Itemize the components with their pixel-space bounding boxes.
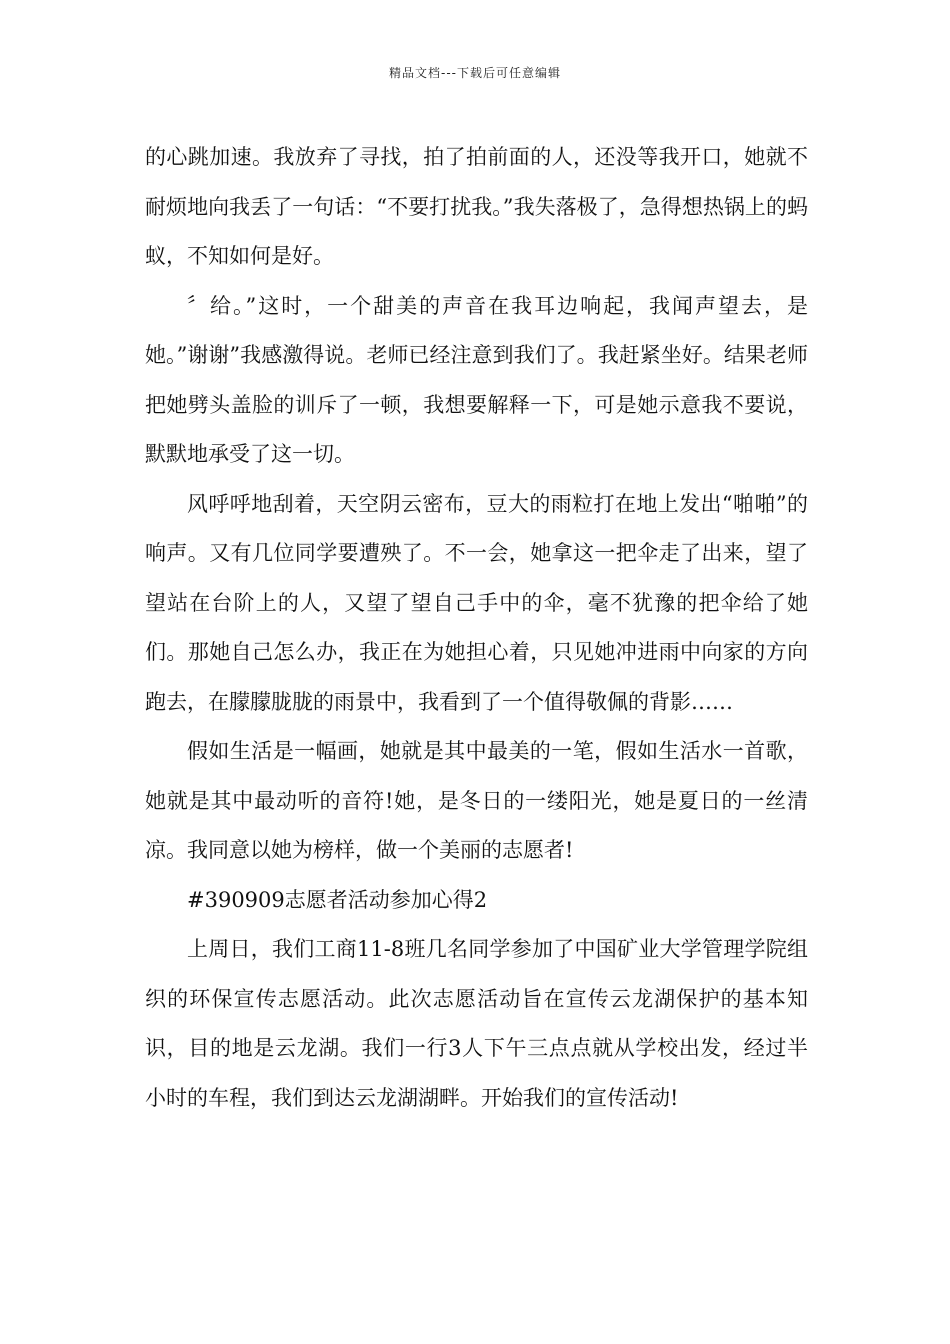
document-body	[145, 133, 808, 1123]
paragraph-5: 上周日，我们工商11-8班几名同学参加了中国矿业大学管理学院组织的环保宣传志愿活动。此次志愿活动旨在宣传云龙湖保护的基本知识，目的地是云龙湖。我们一行3人下午三点点就从学校出发，经过半小时的车程，我们到达云龙湖湖畔。开始我们的宣传活动!	[145, 937, 808, 1110]
section-heading: #390909志愿者活动参加心得2	[187, 887, 488, 912]
paragraph-2: 〞给。”这时，一个甜美的声音在我耳边响起，我闻声望去，是她。”谢谢”我感激得说。老师已经注意到我们了。我赶紧坐好。结果老师把她劈头盖脸的训斥了一顿，我想要解释一下，可是她示意我不要说，默默地承受了这一切。	[145, 293, 808, 466]
paragraph-1: 的心跳加速。我放弃了寻找，拍了拍前面的人，还没等我开口，她就不耐烦地向我丢了一句话：“不要打扰我。”我失落极了，急得想热锅上的蚂蚁，不知如何是好。	[145, 145, 808, 268]
paragraph-4: 假如生活是一幅画，她就是其中最美的一笔，假如生活水一首歌，她就是其中最动听的音符!她，是冬日的一缕阳光，她是夏日的一丝清凉。我同意以她为榜样，做一个美丽的志愿者!	[145, 739, 808, 862]
paragraph-3: 风呼呼地刮着，天空阴云密布，豆大的雨粒打在地上发出“啪啪”的响声。又有几位同学要遭殃了。不一会，她拿这一把伞走了出来，望了望站在台阶上的人，又望了望自己手中的伞，毫不犹豫的把伞给了她们。那她自己怎么办，我正在为她担心着，只见她冲进雨中向家的方向跑去，在朦朦胧胧的雨景中，我看到了一个值得敬佩的背影……	[145, 491, 808, 714]
page-header: 精品文档---下载后可任意编辑	[389, 66, 561, 80]
